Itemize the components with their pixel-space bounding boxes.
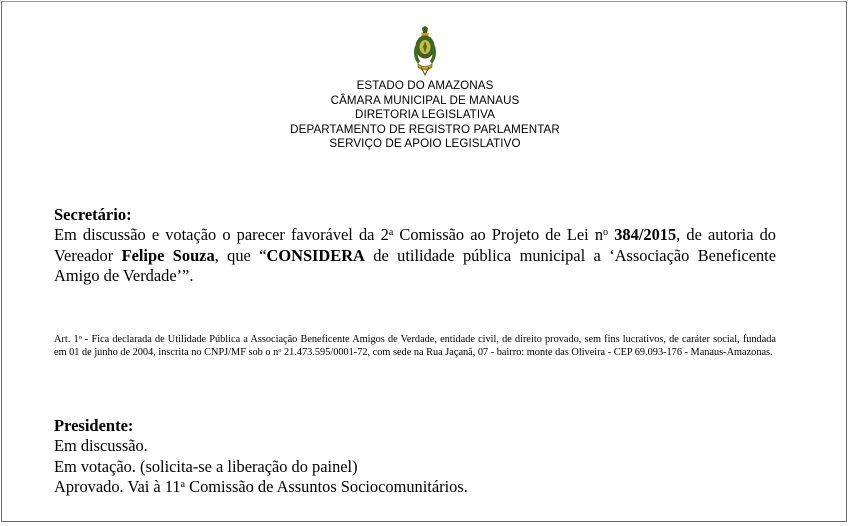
presidente-line-discussion: Em discussão. [54, 436, 148, 455]
secretario-statement: Em discussão e votação o parecer favorável da 2$^a$ Comissão ao Projeto de Lei $n^o$ 384/2015, de autoria do Vereador Felipe Souza, que “CONSIDERA de utilidade pública municipal a ‘Associação Beneficente Amigo de Verdade’”. [54, 225, 776, 285]
article-text: Art. 1$^o$ - Fica declarada de Utilidade Pública a Associação Beneficente Amigos de Verdade, entidade civil, de direito provado, sem fins lucrativos, de caráter social, fundada em 01 de junho de 2004, inscrita no CNPJ/MF sob o $n^o$ 21.473.595/0001-72, com sede na Rua Jaçanã, 07 - bairro: monte das Oliveira - CEP 69.093-176 - Manaus-Amazonas. [54, 333, 776, 358]
author-name: Felipe Souza [121, 245, 215, 265]
bill-verb: CONSIDERA [266, 245, 365, 265]
presidente-line-approved: Aprovado. Vai à 11$^a$ Comissão de Assuntos Sociocomunitários. [54, 477, 468, 497]
speaker-presidente: Presidente: [54, 416, 134, 435]
speaker-secretario: Secretário: [54, 205, 132, 224]
header-line-state: ESTADO DO AMAZONAS [356, 79, 494, 92]
coat-of-arms-icon [410, 26, 440, 76]
presidente-section [54, 416, 776, 498]
header-line-chamber: CÂMARA MUNICIPAL DE MANAUS [330, 93, 520, 107]
bill-number: 384/2015 [614, 225, 677, 244]
header-line-service: SERVIÇO DE APOIO LEGISLATIVO [329, 137, 521, 151]
letterhead [0, 79, 850, 152]
header-line-directorate: DIRETORIA LEGISLATIVA [355, 108, 495, 122]
secretario-section [54, 205, 776, 287]
presidente-line-voting: Em votação. (solicita-se a liberação do painel) [54, 456, 358, 476]
header-line-department: DEPARTAMENTO DE REGISTRO PARLAMENTAR [290, 122, 560, 136]
